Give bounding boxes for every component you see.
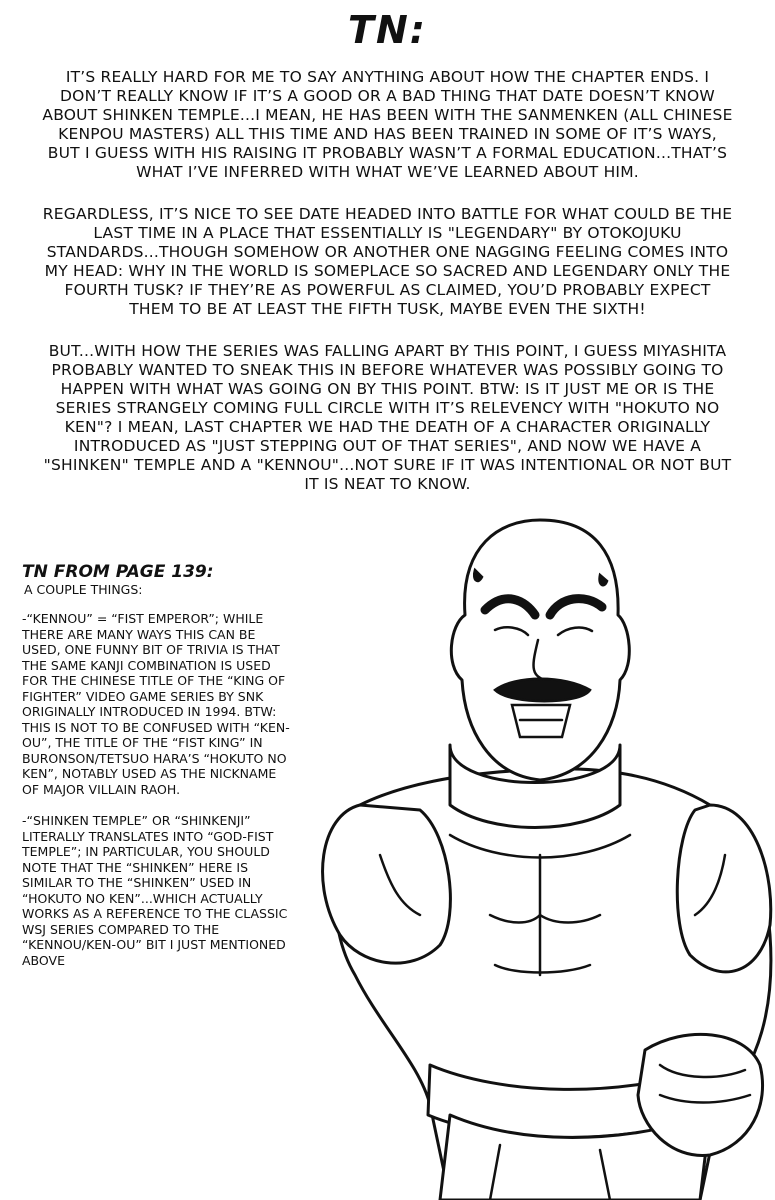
note-paragraph: BUT...WITH HOW THE SERIES WAS FALLING APART BY THIS POINT, I GUESS MIYASHITA PROBABLY WANTED TO SNEAK THIS IN BEFORE WHATEVER WAS POSSIBLY GOING TO HAPPEN WITH WHAT WAS GOING ON BY THIS POINT. BTW: IS IT JUST ME OR IS THE SERIES STRANGELY COMING FULL CIRCLE WITH IT’S RELEVENCY WITH "HOKUTO NO KEN"? I MEAN, LAST CHAPTER WE HAD THE DEATH OF A CHARACTER ORIGINALLY INTRODUCED AS "JUST STEPPING OUT OF THAT SERIES", AND NOW WE HAVE A "SHINKEN" TEMPLE AND A "KENNOU"...NOT SURE IF IT WAS INTENTIONAL OR NOT BUT IT IS NEAT TO KNOW. — [43, 342, 732, 493]
page-title: TN: — [348, 8, 427, 52]
side-note-item: -“KENNOU” = “FIST EMPEROR”; WHILE THERE ARE MANY WAYS THIS CAN BE USED, ONE FUNNY BIT OF TRIVIA IS THAT THE SAME KANJI COMBINATION IS USED FOR THE CHINESE TITLE OF THE “KING OF FIGHTER” VIDEO GAME SERIES BY SNK ORIGINALLY INTRODUCED IN 1994. BTW: THIS IS NOT TO BE CONFUSED WITH “KEN-OU”, THE TITLE OF THE “FIST KING” IN BURONSON/TETSUO HARA’S “HOKUTO NO KEN”, NOTABLY USED AS THE NICKNAME OF MAJOR VILLAIN RAOH. — [22, 611, 290, 797]
translator-notes — [40, 68, 735, 517]
side-notes-title: TN FROM PAGE 139: — [22, 562, 214, 582]
side-notes-intro: A COUPLE THINGS: — [24, 582, 143, 597]
side-notes — [22, 562, 297, 984]
note-paragraph: REGARDLESS, IT’S NICE TO SEE DATE HEADED INTO BATTLE FOR WHAT COULD BE THE LAST TIME IN A PLACE THAT ESSENTIALLY IS "LEGENDARY" BY OTOKOJUKU STANDARDS...THOUGH SOMEHOW OR ANOTHER ONE NAGGING FEELING COMES INTO MY HEAD: WHY IN THE WORLD IS SOMEPLACE SO SACRED AND LEGENDARY ONLY THE FOURTH TUSK? IF THEY’RE AS POWERFUL AS CLAIMED, YOU’D PROBABLY EXPECT THEM TO BE AT LEAST THE FIFTH TUSK, MAYBE EVEN THE SIXTH! — [42, 205, 733, 318]
note-paragraph: IT’S REALLY HARD FOR ME TO SAY ANYTHING ABOUT HOW THE CHAPTER ENDS. I DON’T REALLY KNOW IF IT’S A GOOD OR A BAD THING THAT DATE DOESN’T KNOW ABOUT SHINKEN TEMPLE...I MEAN, HE HAS BEEN WITH THE SANMENKEN (ALL CHINESE KENPOU MASTERS) ALL THIS TIME AND HAS BEEN TRAINED IN SOME OF IT’S WAYS, BUT I GUESS WITH HIS RAISING IT PROBABLY WASN’T A FORMAL EDUCATION...THAT’S WHAT I’VE INFERRED WITH WHAT WE’VE LEARNED ABOUT HIM. — [42, 68, 733, 181]
side-note-item: -“SHINKEN TEMPLE” OR “SHINKENJI” LITERALLY TRANSLATES INTO “GOD-FIST TEMPLE”; IN PARTICULAR, YOU SHOULD NOTE THAT THE “SHINKEN” HERE IS SIMILAR TO THE “SHINKEN” USED IN “HOKUTO NO KEN”...WHICH ACTUALLY WORKS AS A REFERENCE TO THE CLASSIC WSJ SERIES COMPARED TO THE “KENNOU/KEN-OU” BIT I JUST MENTIONED ABOVE — [22, 813, 288, 968]
character-illustration — [300, 505, 775, 1200]
